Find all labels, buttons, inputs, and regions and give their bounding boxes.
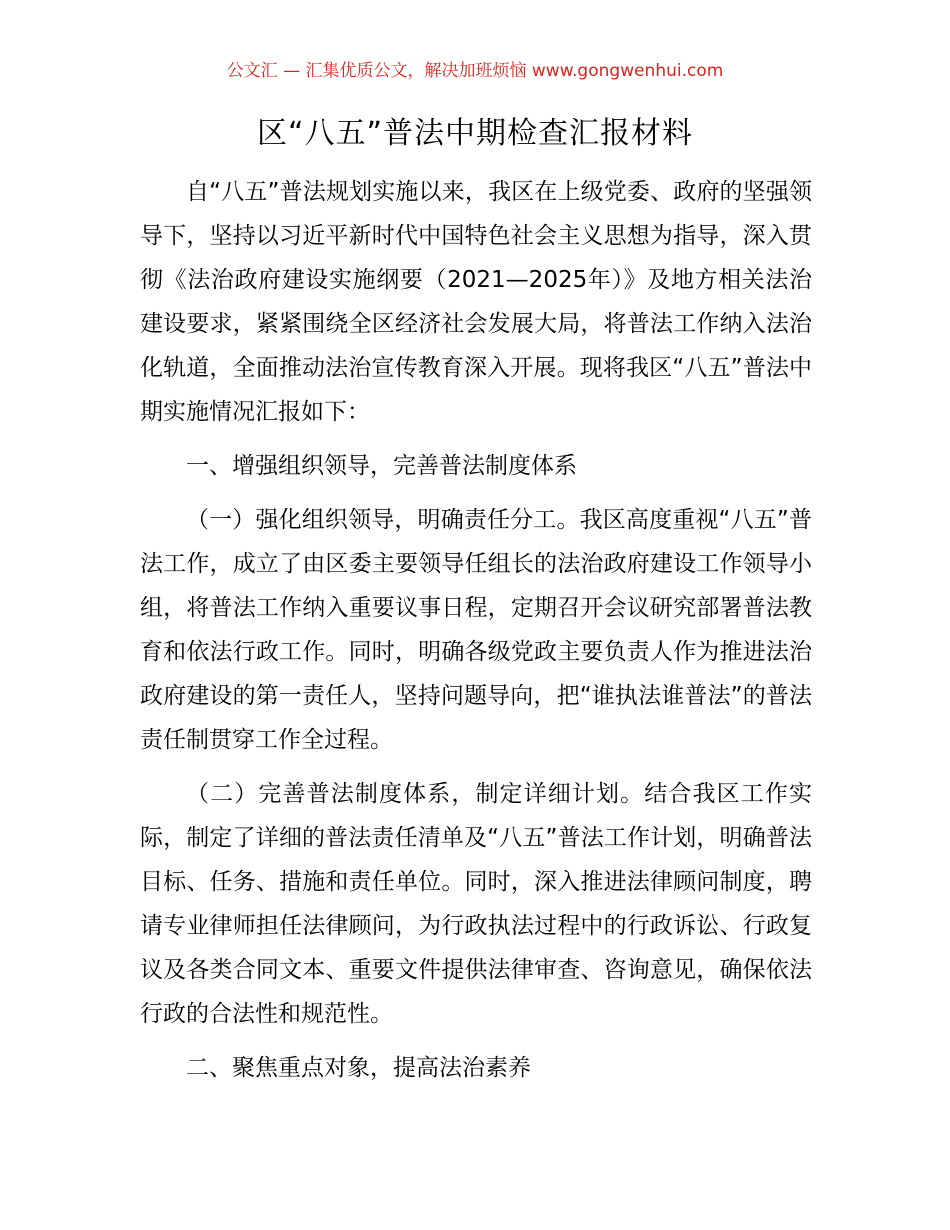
document-title: 区“八五”普法中期检查汇报材料 — [256, 116, 694, 151]
section-heading-2: 二、聚焦重点对象，提高法治素养 — [186, 1055, 531, 1081]
section-heading-1: 一、增强组织领导，完善普法制度体系 — [186, 453, 577, 479]
document-body — [140, 170, 812, 1090]
header-banner: 公文汇 — 汇集优质公文，解决加班烦恼 www.gongwenhui.com — [226, 61, 724, 81]
section-1-paragraph-1: （一）强化组织领导，明确责任分工。我区高度重视“八五”普法工作，成立了由区委主要领导任组长的法治政府建设工作领导小组，将普法工作纳入重要议事日程，定期召开会议研究部署普法教育和依法行政工作。同时，明确各级党政主要负责人作为推进法治政府建设的第一责任人，坚持问题导向，把“谁执法谁普法”的普法责任制贯穿工作全过程。 — [140, 507, 812, 753]
section-1-paragraph-2: （二）完善普法制度体系，制定详细计划。结合我区工作实际，制定了详细的普法责任清单及“八五”普法工作计划，明确普法目标、任务、措施和责任单位。同时，深入推进法律顾问制度，聘请专业律师担任法律顾问，为行政执法过程中的行政诉讼、行政复议及各类合同文本、重要文件提供法律审查、咨询意见，确保依法行政的合法性和规范性。 — [140, 781, 812, 1027]
intro-paragraph: 自“八五”普法规划实施以来，我区在上级党委、政府的坚强领导下，坚持以习近平新时代中国特色社会主义思想为指导，深入贯彻《法治政府建设实施纲要（2021—2025年）》及地方相关法治建设要求，紧紧围绕全区经济社会发展大局，将普法工作纳入法治化轨道，全面推动法治宣传教育深入开展。现将我区“八五”普法中期实施情况汇报如下： — [140, 179, 812, 425]
